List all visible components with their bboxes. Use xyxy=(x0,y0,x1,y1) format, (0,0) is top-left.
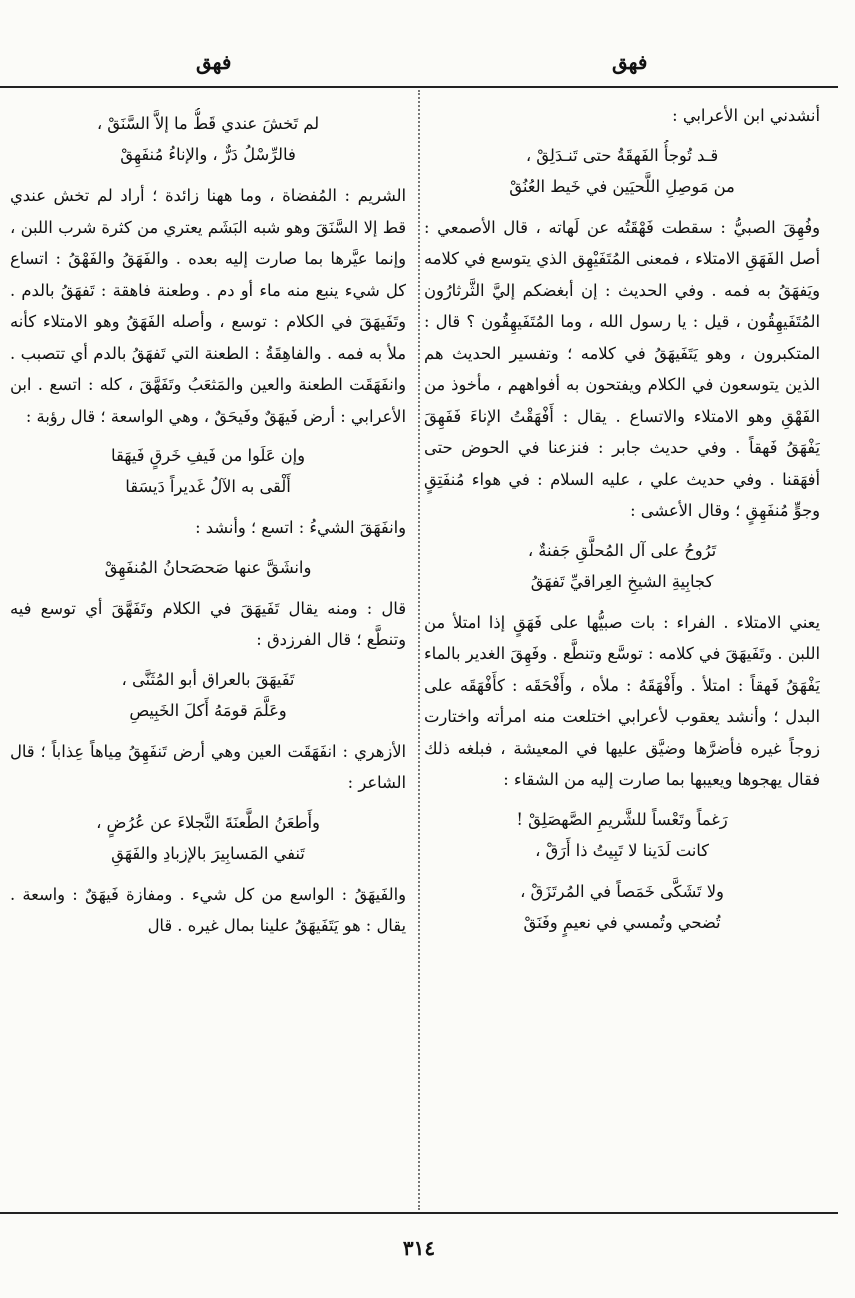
verse-line: وعَلَّمَ قومَهُ أَكلَ الخَبِيصِ xyxy=(129,700,287,720)
paragraph: الأزهري : انفَهَقَت العين وهي أرض تَنفَهِقُ مِياهاً عِذاباً ؛ قال الشاعر : xyxy=(10,741,406,792)
verse-block xyxy=(10,440,406,502)
header-left-title: فهق xyxy=(196,50,232,74)
verse-block xyxy=(10,108,406,170)
header-rule xyxy=(0,86,838,88)
verse-line: وانشَقَّ عنها صَحصَحانُ المُنفَهِقْ xyxy=(104,557,312,577)
verse-line: قـد تُوجأُ الفَهقَةُ حتى تَنـدَلِقْ ، xyxy=(525,145,719,165)
verse-block xyxy=(424,804,820,866)
verse-line: وإن عَلَوا من فَيفِ خَرقٍ فَيهَقا xyxy=(111,446,305,465)
paragraph: الشريم : المُفضاة ، وما ههنا زائدة ؛ أراد لم تخش عندي قط إلا السَّنَقَ وهو شبه البَشَم يعتري من كثرة شرب اللبن ، وإنما عيَّرها بما صارت إليه بعده . والفَهَقُ والفَهْقُ : اتساع كل شيء ينبع منه ماء أو دم . وطعنة فاهقة : تَفهَقُ بالدم . وتَفَيهَقَ في الكلام : توسع ، وأصله الفَهَقُ وهو الامتلاء كأنه ملأ به فمه . والفاهِقَةُ : الطعنة التي تَفهَقُ بالدم أي تتصبب . وانفَهَقَت الطعنة والعين والمَثعَبُ وتَفَهَّقَ ، كله : اتسع . ابن الأعرابي : أرض فَيهَقٌ وفَيحَقٌ ، وهي الواسعة ؛ قال رؤبة : xyxy=(10,186,406,426)
verse-block xyxy=(424,876,820,938)
verse-line: تَفَيهَقَ بالعراق أبو المُثَنَّى ، xyxy=(121,669,295,689)
verse-block xyxy=(10,664,406,726)
paragraph: والفَيهَقُ : الواسع من كل شيء . ومفازة فَيهَقٌ : واسعة . يقال : هو يَتَفَيهَقُ علينا بمال غيره . قال xyxy=(10,884,406,935)
verse-line: فالرِّسْلُ دَرٌّ ، والإناءُ مُنفَهِقْ xyxy=(120,145,296,164)
verse-block xyxy=(424,140,820,202)
verse-line: كانت لَدَينا لا تَبِيتُ ذا أَرَقْ ، xyxy=(535,840,709,860)
verse-line: ولا تَشَكَّى خَمَصاً في المُرتَزَقْ ، xyxy=(520,881,724,901)
verse-line: تُضحي وتُمسي في نعيمٍ وفَنَقْ xyxy=(523,912,721,932)
paragraph: أنشدني ابن الأعرابي : xyxy=(672,106,820,125)
left-column xyxy=(10,100,406,1206)
verse-line: رَغماً وتَعْساً للشَّريمِ الصَّهصَلِقْ ! xyxy=(516,809,728,829)
verse-block xyxy=(10,807,406,869)
verse-line: من مَوصِلِ اللَّحيَين في خَيط العُنُقْ xyxy=(509,176,735,196)
column-divider xyxy=(418,90,420,1210)
verse-line: وأَطعَنُ الطَّعنَةَ النَّجلاءَ عن عُرُضٍ ، xyxy=(96,812,320,832)
verse-line: تَرُوحُ على آل المُحلَّقِ جَفنةٌ ، xyxy=(527,540,717,560)
verse-line: أَلْقى به الآلُ غَديراً دَيسَقا xyxy=(125,477,291,496)
paragraph: قال : ومنه يقال تَفَيهَقَ في الكلام وتَفَهَّقَ أي توسع فيه وتنطَّع ؛ قال الفرزدق : xyxy=(10,598,406,649)
paragraph: يعني الامتلاء . الفراء : بات صبيُّها على فَهَقٍ إذا امتلأ من اللبن . وتَفَيهَقَ في كلامه : توسَّع وتنطَّع . وفَهِقَ الغدير بالماء يَفْهَقُ فَهقاً : امتلأ . وأَفْهَقَهُ : ملأه ، وأَفْحَقَه : كأَفْهَقَه على البدل ؛ وأنشد يعقوب لأعرابي اختلعت منه امرأته واختارت زوجاً غيره فأضرَّها وضيَّق عليها في المعيشة ، فبلغه ذلك فقال يهجوها ويعيبها بما صارت إليه من الشقاء : xyxy=(424,612,820,789)
page-number: ٣١٤ xyxy=(402,1236,436,1260)
right-column xyxy=(424,100,820,1206)
paragraph: وفُهِقَ الصبيُّ : سقطت فَهْقَتُه عن لَهاته ، قال الأصمعي : أصل الفَهَقِ الامتلاء ، فمعنى المُتَفَيْهِق الذي يتوسع في كلامه ويَفهَقُ به فمه . وفي الحديث : إن أبغضكم إليَّ الثَّرثارُون المُتَفَيهِقُون ، قيل : يا رسول الله ، وما المُتَفَيهِقُون ؟ قال : المتكبرون ، وهو يَتَفَيهَقُ في كلامه ؛ وتفسير الحديث هم الذين يتوسعون في الكلام ويفتحون به أفواههم ، مأخوذ من الفَهْقِ وهو الامتلاء والاتساع . يقال : أَفْهَقْتُ الإناءَ فَفَهِقَ يَفْهَقُ فَهقاً . وفي حديث جابر : فنزعنا في الحوض حتى أفهَقنا . وفي حديث علي ، عليه السلام : في هواء مُنفَتِقٍ وجوٍّ مُنفَهِقٍ ؛ وقال الأعشى : xyxy=(424,217,820,520)
verse-block xyxy=(10,552,406,583)
verse-line: لم تَخشَ عندي قَطُّ ما إلاَّ السَّنَقْ ، xyxy=(96,114,320,133)
verse-block xyxy=(424,535,820,597)
verse-line: كجابِيةِ الشيخِ العِراقيِّ تَفهَقُ xyxy=(530,571,714,591)
footer-rule xyxy=(0,1212,838,1214)
verse-line: تَنفي المَسابِيرَ بالإزبادِ والفَهَقِ xyxy=(111,843,305,863)
header-right-title: فهق xyxy=(612,50,648,74)
paragraph: وانفَهَقَ الشيءُ : اتسع ؛ وأنشد : xyxy=(195,518,406,537)
